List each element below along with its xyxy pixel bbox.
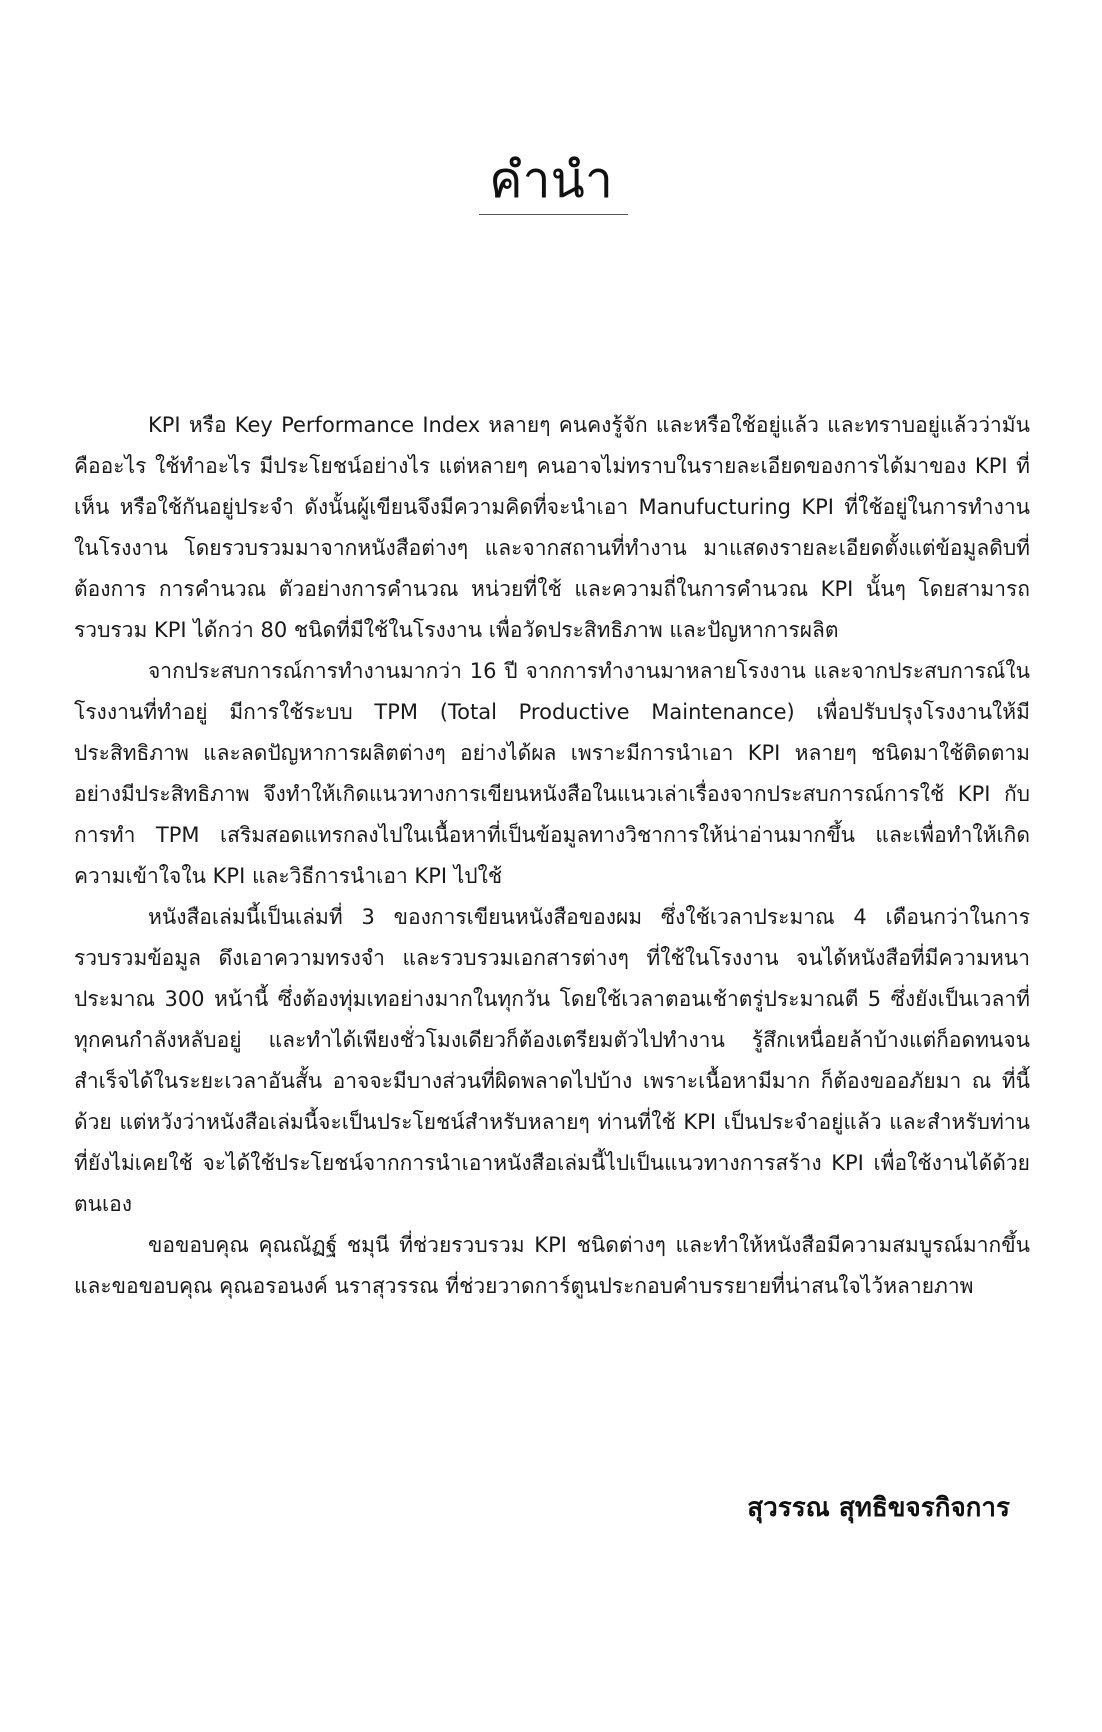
paragraph-acknowledgements: ขอขอบคุณ คุณณัฏฐ์ ชมุนี ที่ช่วยรวบรวม KPI ชนิดต่างๆ และทำให้หนังสือมีความสมบูรณ์มากขึ้น และขอขอบคุณ คุณอรอนงค์ นราสุวรรณ ที่ช่วยวาดการ์ตูนประกอบคำบรรยายที่น่าสนใจไว้หลายภาพ xyxy=(74,1233,1030,1298)
paragraph-intro: KPI หรือ Key Performance Index หลายๆ คนคงรู้จัก และหรือใช้อยู่แล้ว และทราบอยู่แล้วว่ามันคืออะไร ใช้ทำอะไร มีประโยชน์อย่างไร แต่หลายๆ คนอาจไม่ทราบในรายละเอียดของการได้มาของ KPI ที่เห็น หรือใช้กันอยู่ประจำ ดังนั้นผู้เขียนจึงมีความคิดที่จะนำเอา Manufucturing KPI ที่ใช้อยู่ในการทำงานในโรงงาน โดยรวบรวมมาจากหนังสือต่างๆ และจากสถานที่ทำงาน มาแสดงรายละเอียดตั้งแต่ข้อมูลดิบที่ต้องการ การคำนวณ ตัวอย่างการคำนวณ หน่วยที่ใช้ และความถี่ในการคำนวณ KPI นั้นๆ โดยสามารถรวบรวม KPI ได้กว่า 80 ชนิดที่มีใช้ในโรงงาน เพื่อวัดประสิทธิภาพ และปัญหาการผลิต xyxy=(74,413,1030,642)
preface-body xyxy=(74,405,1030,1307)
page-title: คำนำ xyxy=(489,151,613,209)
author-signature: สุวรรณ สุทธิขจรกิจการ xyxy=(747,1493,1010,1523)
paragraph-book-writing: หนังสือเล่มนี้เป็นเล่มที่ 3 ของการเขียนหนังสือของผม ซึ่งใช้เวลาประมาณ 4 เดือนกว่าในการรวบรวมข้อมูล ดึงเอาความทรงจำ และรวบรวมเอกสารต่างๆ ที่ใช้ในโรงงาน จนได้หนังสือที่มีความหนาประมาณ 300 หน้านี้ ซึ่งต้องทุ่มเทอย่างมากในทุกวัน โดยใช้เวลาตอนเช้าตรู่ประมาณตี 5 ซึ่งยังเป็นเวลาที่ทุกคนกำลังหลับอยู่ และทำได้เพียงชั่วโมงเดียวก็ต้องเตรียมตัวไปทำงาน รู้สึกเหนื่อยล้าบ้างแต่ก็อดทนจนสำเร็จได้ในระยะเวลาอันสั้น อาจจะมีบางส่วนที่ผิดพลาดไปบ้าง เพราะเนื้อหามีมาก ก็ต้องขออภัยมา ณ ที่นี้ด้วย แต่หวังว่าหนังสือเล่มนี้จะเป็นประโยชน์สำหรับหลายๆ ท่านที่ใช้ KPI เป็นประจำอยู่แล้ว และสำหรับท่านที่ยังไม่เคยใช้ จะได้ใช้ประโยชน์จากการนำเอาหนังสือเล่มนี้ไปเป็นแนวทางการสร้าง KPI เพื่อใช้งานได้ด้วยตนเอง xyxy=(74,905,1030,1216)
title-underline xyxy=(479,214,628,215)
paragraph-experience: จากประสบการณ์การทำงานมากว่า 16 ปี จากการทำงานมาหลายโรงงาน และจากประสบการณ์ในโรงงานที่ทำอยู่ มีการใช้ระบบ TPM (Total Productive Maintenance) เพื่อปรับปรุงโรงงานให้มีประสิทธิภาพ และลดปัญหาการผลิตต่างๆ อย่างได้ผล เพราะมีการนำเอา KPI หลายๆ ชนิดมาใช้ติดตามอย่างมีประสิทธิภาพ จึงทำให้เกิดแนวทางการเขียนหนังสือในแนวเล่าเรื่องจากประสบการณ์การใช้ KPI กับการทำ TPM เสริมสอดแทรกลงไปในเนื้อหาที่เป็นข้อมูลทางวิชาการให้น่าอ่านมากขึ้น และเพื่อทำให้เกิดความเข้าใจใน KPI และวิธีการนำเอา KPI ไปใช้ xyxy=(74,659,1030,888)
